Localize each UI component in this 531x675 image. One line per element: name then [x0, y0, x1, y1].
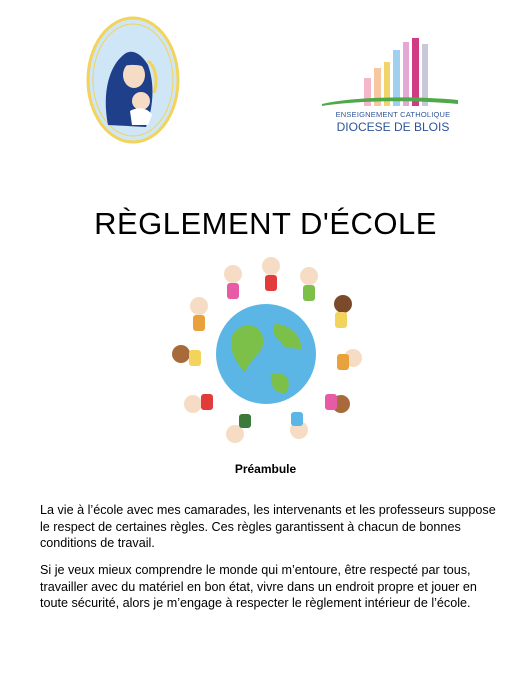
diocese-caption-bottom: DIOCESE DE BLOIS	[336, 120, 450, 134]
madonna-seal-icon	[86, 15, 180, 145]
document-title: RÈGLEMENT D'ÉCOLE	[94, 206, 437, 241]
diocese-logo	[318, 38, 460, 140]
preamble-paragraph-1: La vie à l’école avec mes camarades, les intervenants et les professeurs suppose le respect de certaines règles. Ces règles garantissent à chacun de bonnes conditions de travail.	[40, 503, 496, 550]
diocese-caption-top: ENSEIGNEMENT CATHOLIQUE	[335, 110, 451, 119]
colored-bars-logo-icon	[318, 38, 460, 108]
preamble-paragraph-2: Si je veux mieux comprendre le monde qui m’entoure, être respecté par tous, travailler avec du matériel en bon état, vivre dans un endroit propre et jouer en toute sécurité, alors je m’engage à respecter le règlement intérieur de l’école.	[40, 563, 477, 610]
school-seal-logo	[86, 15, 180, 145]
preamble-heading: Préambule	[234, 462, 297, 476]
children-globe-illustration	[163, 254, 369, 450]
children-around-globe-icon	[163, 254, 369, 450]
